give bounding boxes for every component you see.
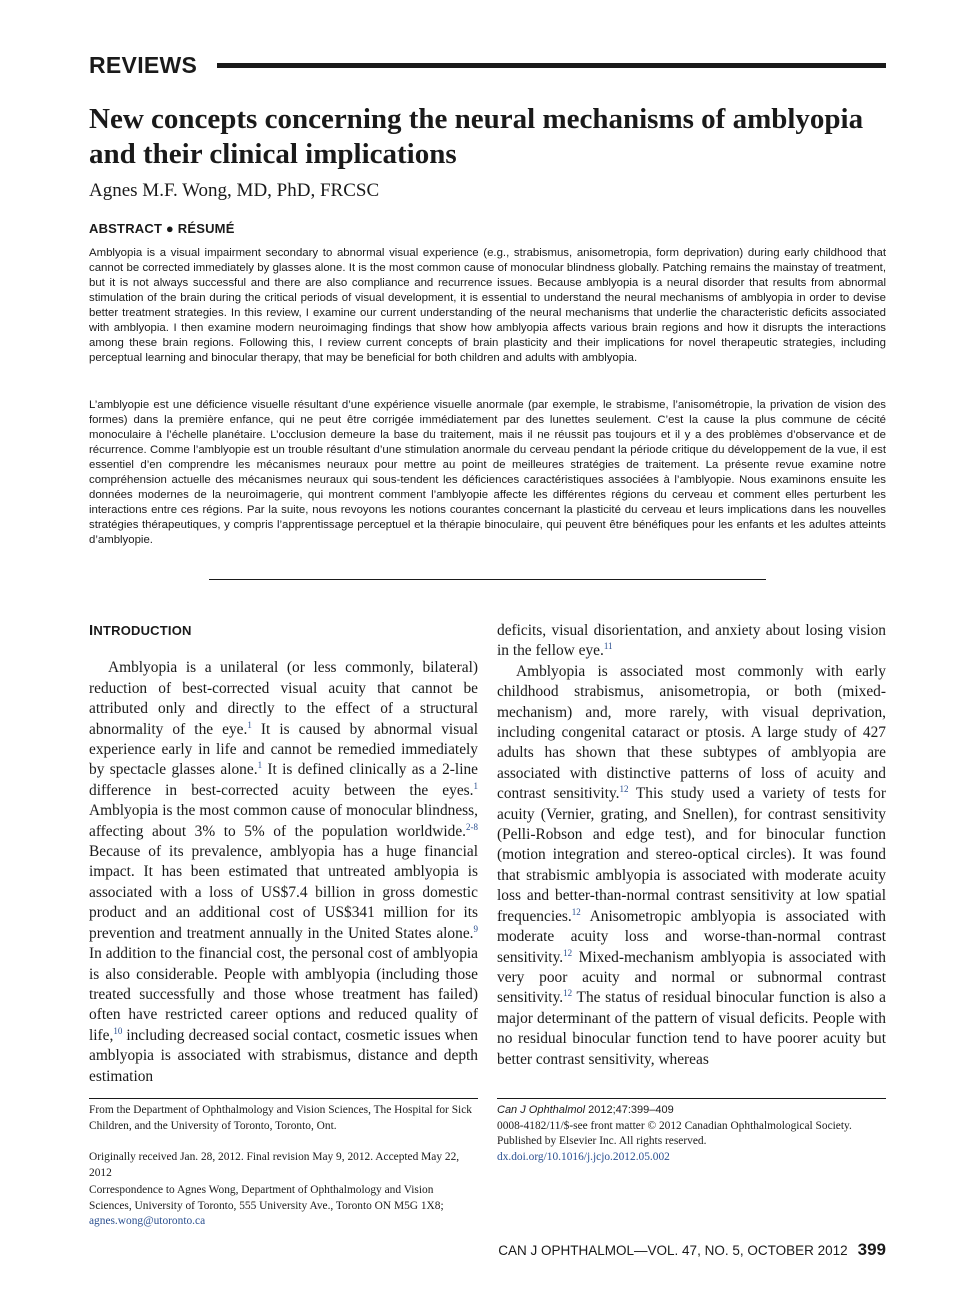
section-rule (217, 63, 886, 68)
citation-ref[interactable]: 10 (113, 1025, 123, 1036)
citation-ref[interactable]: 9 (473, 923, 478, 934)
p1-text-0: Amblyopia is a unilateral (or less commonly, bilateral) reduction of best-corrected visual acuity that cannot be attributed only and directly to the effect of a structural abnormality of the eye. (89, 659, 478, 738)
section-label: REVIEWS (89, 52, 198, 78)
affiliation-note: From the Department of Ophthalmology and Vision Sciences, The Hospital for Sick Children, and the University of Toronto, Toronto, Ont. (89, 1104, 472, 1132)
citation-ref[interactable]: 12 (619, 784, 629, 795)
p1-text-10: In addition to the financial cost, the personal cost of amblyopia is also considerable. People with amblyopia (including those treated successfully and those whose treatment has failed) often have restricted career options and reduced quality of life, (89, 945, 478, 1044)
footnote-rule-left (89, 1098, 478, 1099)
p2-text-0: Amblyopia is associated most commonly with early childhood strabismus, anisometropia, or both (mixed-mechanism) and, more rarely, with visual deprivation, including congenital cataract or ptosis. A large study of 427 adults has shown that these subtypes of amblyopia are associated with distinctive patterns of loss of acuity and contrast sensitivity. (497, 662, 886, 803)
citation-ref[interactable]: 1 (473, 780, 478, 791)
citation-ref[interactable]: 11 (603, 641, 613, 652)
journal-note (497, 1103, 886, 1165)
page-number: 399 (857, 1240, 886, 1259)
journal-ref: 2012;47:399–409 (585, 1104, 674, 1116)
correspondence-text: Correspondence to Agnes Wong, Department of Ophthalmology and Vision Sciences, University of Toronto, 555 University Ave., Toronto ON M5G 1X8; (89, 1184, 444, 1212)
citation-ref[interactable]: 1 (257, 760, 263, 771)
introduction-heading (89, 621, 478, 641)
citation-ref[interactable]: 2-8 (466, 821, 478, 832)
author-line: Agnes M.F. Wong, MD, PhD, FRCSC (89, 180, 380, 201)
p2-text-2: This study used a variety of tests for acuity (Vernier, grating, and Snellen), for contrast sensitivity (Pelli-Robson and edge test), and for binocular function (motion integration and stereo-optical circles). It was found that strabismic amblyopia is associated with moderate acuity loss and better-than-normal contrast sensitivity at low spatial frequencies. (497, 785, 886, 925)
copyright-text: 0008-4182/11/$-see front matter © 2012 Canadian Ophthalmological Society. Published by Elsevier Inc. All rights reserved. (497, 1119, 852, 1147)
email-link[interactable]: agnes.wong@utoronto.ca (89, 1215, 206, 1227)
citation-ref[interactable]: 12 (563, 947, 573, 958)
footnote-rule-right (497, 1098, 886, 1099)
p1-text-8: Because of its prevalence, amblyopia has a huge financial impact. It has been estimated that untreated amblyopia is associated with a loss of US$7.4 billion in gross domestic product and an additional cost of US$341 million for its prevention and treatment annually in the United States alone. (89, 843, 478, 942)
citation-ref[interactable]: 12 (571, 906, 581, 917)
column-right (497, 621, 886, 1070)
abstract-english: Amblyopia is a visual impairment secondary to abnormal visual experience (e.g., strabismus, anisometropia, form deprivation) during early childhood that cannot be corrected immediately by glasses alone. It is the most common cause of monocular blindness globally. Patching remains the mainstay of treatment, but it is not always successful and there are also compliance and recurrence issues. Because amblyopia is a neural disorder that results from abnormal stimulation of the brain during the critical periods of visual development, it is essential to understand the neural mechanisms of amblyopia in order to devise better treatment strategies. In this review, I examine our current understanding of the neural mechanisms that underlie the characteristic deficits associated with amblyopia. I then examine modern neuroimaging findings that show how amblyopia affects various brain regions and how it disrupts the interactions among these brain regions. Following this, I review current concepts of brain plasticity and their implications for novel therapeutic strategies, including perceptual learning and binocular therapy, that may be beneficial for both children and adults with amblyopia. (89, 247, 886, 364)
journal-name: Can J Ophthalmol (497, 1104, 586, 1116)
intro-paragraph-1-continued (497, 621, 886, 662)
article-title: New concepts concerning the neural mechanisms of amblyopia and their clinical implications (89, 103, 864, 170)
intro-heading-initial: I (89, 622, 94, 639)
journal-citation (497, 1104, 674, 1116)
dates-note: Originally received Jan. 28, 2012. Final revision May 9, 2012. Accepted May 22, 2012 (89, 1151, 460, 1179)
p1-text-6: Amblyopia is the most common cause of monocular blindness, affecting about 3% to 5% of the population worldwide. (89, 802, 478, 840)
intro-heading-rest: NTRODUCTION (93, 623, 192, 638)
p1-text-12-left: including decreased social contact, cosmetic issues when amblyopia is associated with strabismus, distance and depth estimation (89, 1026, 478, 1085)
abstract-french: L’amblyopie est une déficience visuelle résultant d’une expérience visuelle anormale (par exemple, le strabisme, l’anisométropie, la privation de vision des formes) dans la première enfance, qui ne peut être corrigée immédiatement par des lunettes seulement. C’est la cause la plus commune de cécité monoculaire à l’échelle planétaire. L’occlusion demeure la base du traitement, mais il ne réussit pas toujours et il y a des problèmes d’observance et de récurrence. Comme l’amblyopie est un trouble résultant d’une stimulation anormale du cerveau pendant la période critique du développement de la vue, il est essentiel d’en comprendre les mécanismes neuraux pour mettre au point de meilleures stratégies de traitement. La présente revue examine notre compréhension actuelle des mécanismes neuraux qui sous-tendent les déficiences caractéristiques associées à l’amblyopie. Nous examinons ensuite les données modernes de la neuroimagerie, qui montrent comment l’amblyopie affecte les différentes régions du cerveau et comment elles perturbent les interactions entre ces régions. Par la suite, nous revoyons les notions courantes concernant la plasticité du cerveau et leurs implications dans les nouvelles stratégies thérapeutiques, y compris l’apprentissage perceptuel et la thérapie binoculaire, qui peuvent être bénéfiques pour les enfants et les adultes atteints d’amblyopie. (89, 399, 886, 546)
p1-text-2: It is caused by abnormal visual experience early in life and cannot be remedied immediately by spectacle glasses alone. (89, 720, 478, 779)
running-footer (420, 1240, 886, 1260)
correspondence-note (89, 1183, 478, 1230)
abstract-divider (209, 579, 766, 580)
intro-paragraph-1 (89, 658, 478, 1087)
section-header (89, 52, 886, 80)
abstract-heading: ABSTRACT ● RÉSUMÉ (89, 221, 235, 236)
intro-paragraph-2 (497, 662, 886, 1070)
doi-link[interactable]: dx.doi.org/10.1016/j.jcjo.2012.05.002 (497, 1150, 670, 1163)
p2-text-4: Anisometropic amblyopia is associated with moderate acuity loss and worse-than-normal contrast sensitivity. (497, 907, 886, 966)
p1-text-12-right: deficits, visual disorientation, and anxiety about losing vision in the fellow eye. (497, 622, 886, 660)
citation-ref[interactable]: 12 (563, 988, 573, 999)
p2-text-6: Mixed-mechanism amblyopia is associated with very poor acuity and normal or subnormal contrast sensitivity. (497, 948, 886, 1007)
p1-text-4: It is defined clinically as a 2-line difference in best-corrected acuity between the eyes. (89, 761, 478, 799)
column-left (89, 621, 478, 1087)
running-footer-text: CAN J OPHTHALMOL—VOL. 47, NO. 5, OCTOBER 2012 (498, 1243, 848, 1258)
citation-ref[interactable]: 1 (247, 719, 252, 730)
p2-text-8: The status of residual binocular function is also a major determinant of the pattern of visual deficits. People with no residual binocular function tend to have poorer acuity but better contrast sensitivity, whereas (497, 989, 886, 1068)
